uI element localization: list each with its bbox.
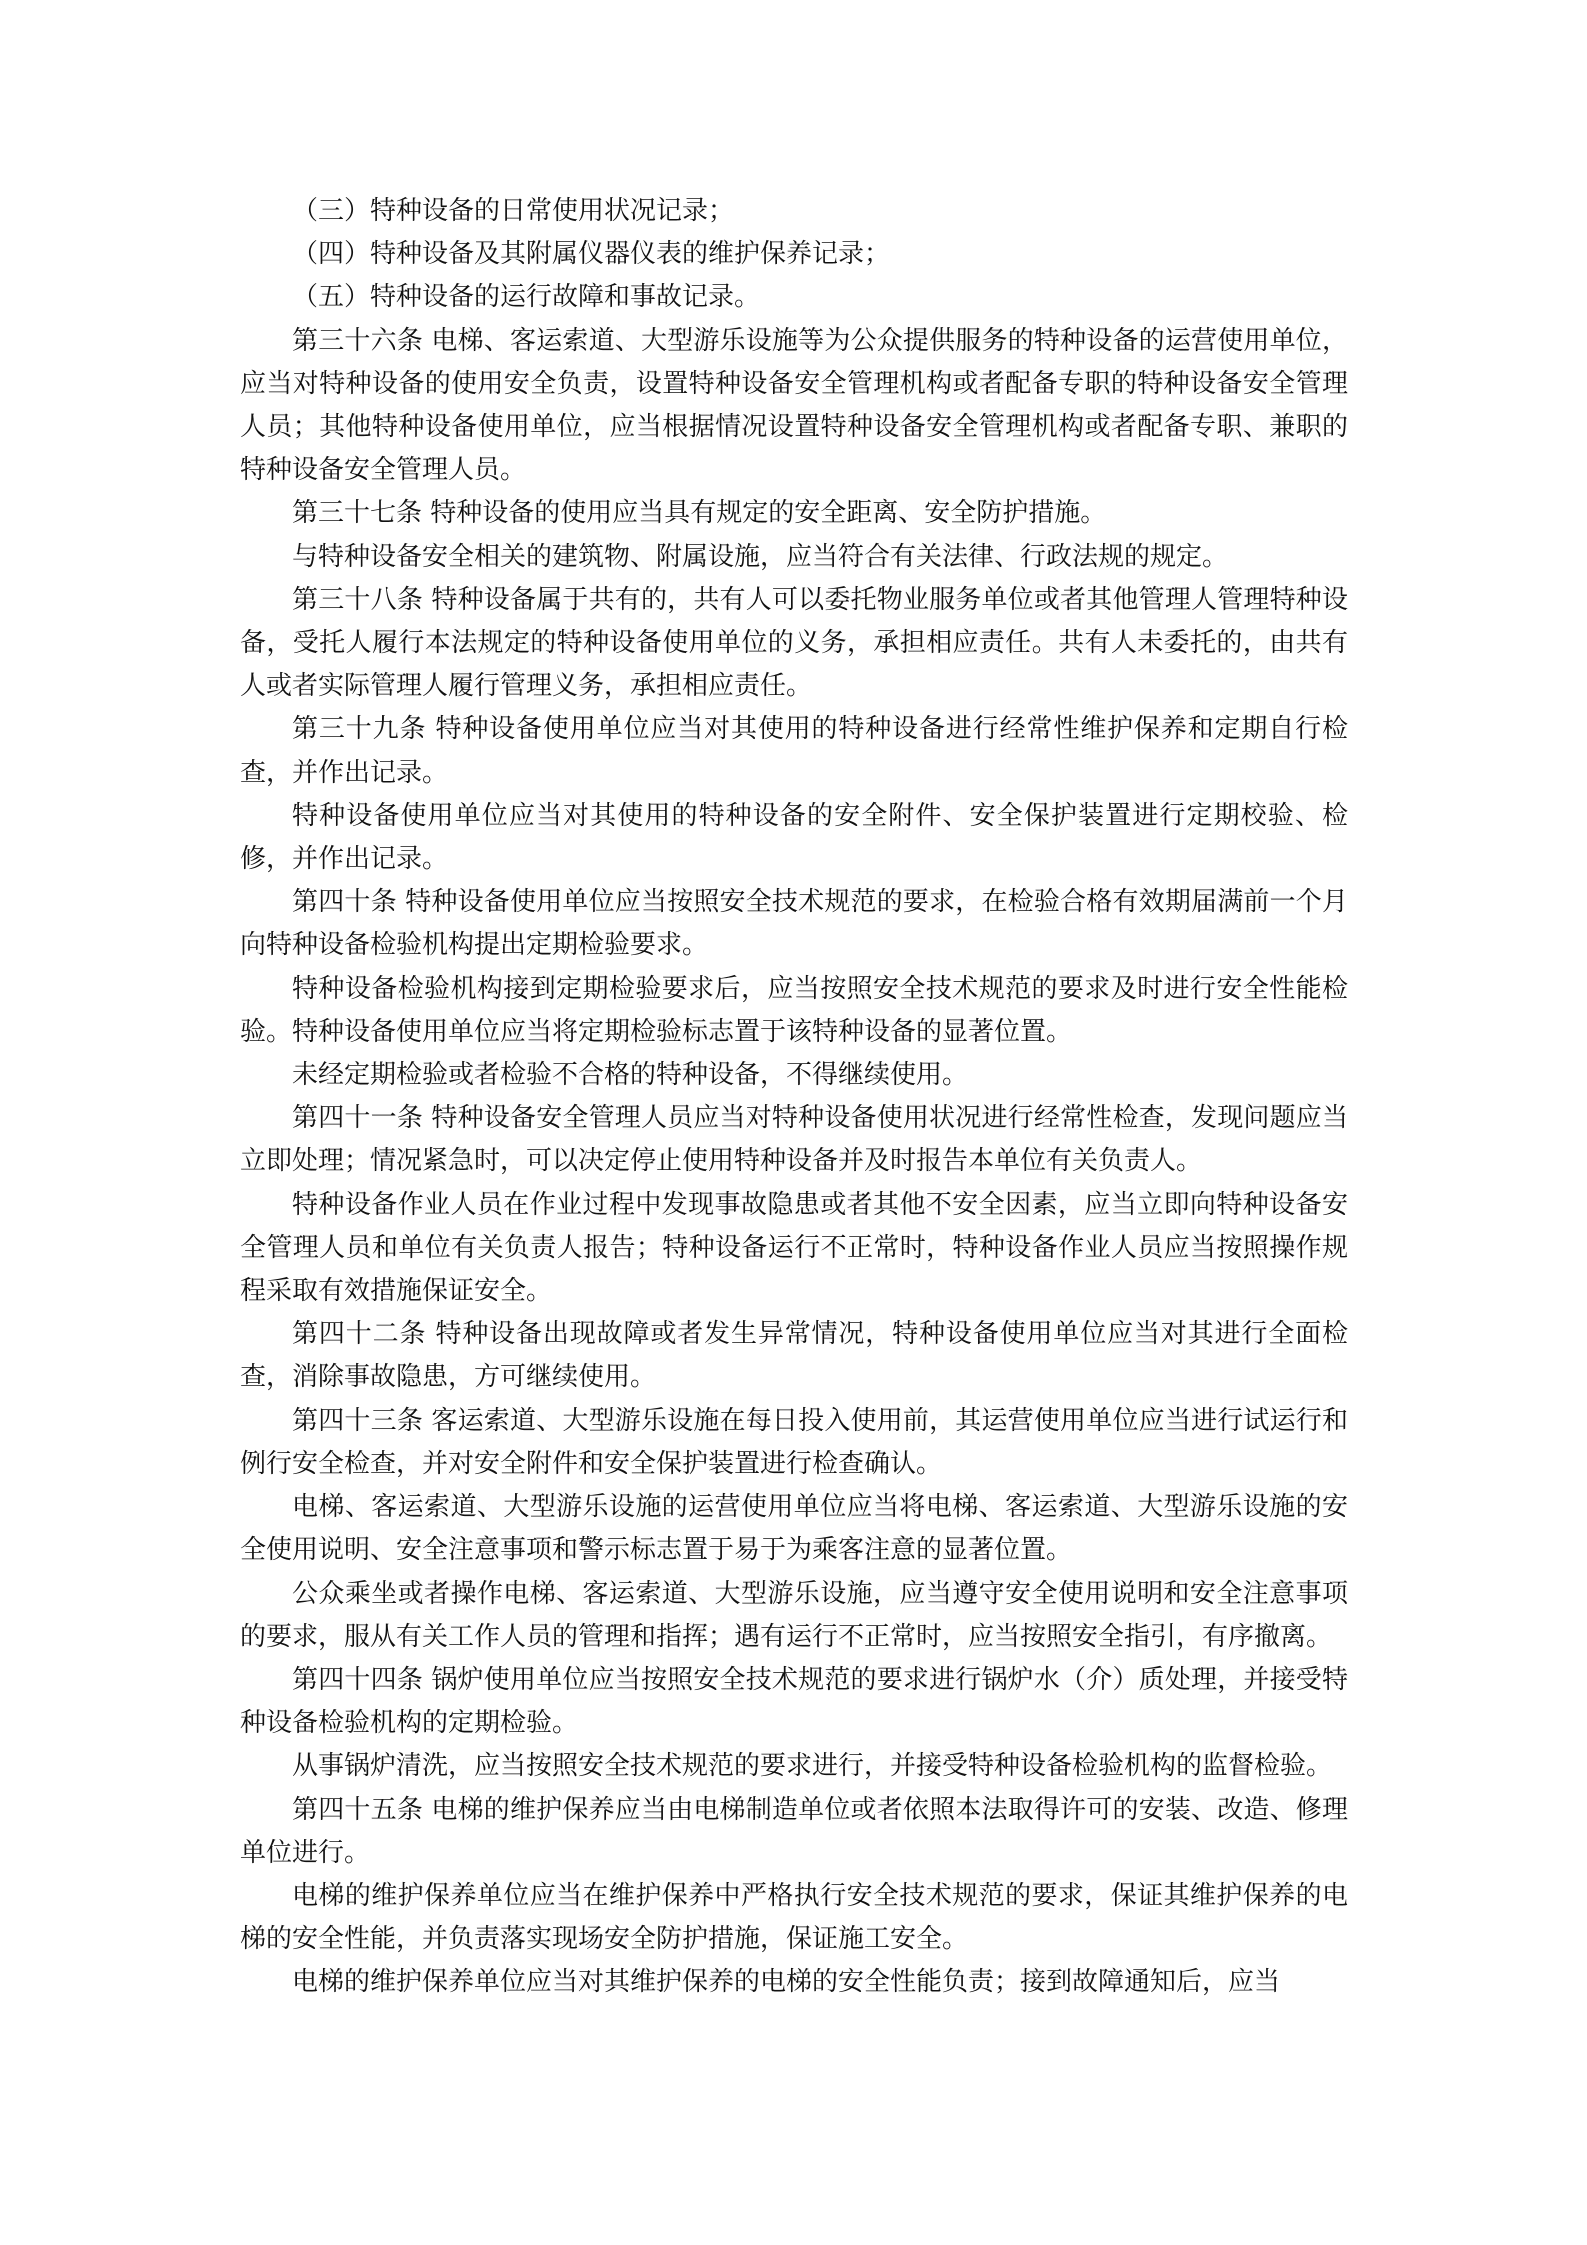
article-39-clause-2: 特种设备使用单位应当对其使用的特种设备的安全附件、安全保护装置进行定期校验、检修，并作出记录。: [240, 800, 1348, 875]
article-45: 第四十五条 电梯的维护保养应当由电梯制造单位或者依照本法取得许可的安装、改造、修理单位进行。: [240, 1794, 1348, 1868]
paragraph-item-3-record: （三）特种设备的日常使用状况记录；: [292, 196, 735, 226]
article-40: 第四十条 特种设备使用单位应当按照安全技术规范的要求，在检验合格有效期届满前一个月向特种设备检验机构提出定期检验要求。: [240, 887, 1348, 961]
article-40-clause-2: 特种设备检验机构接到定期检验要求后，应当按照安全技术规范的要求及时进行安全性能检验。特种设备使用单位应当将定期检验标志置于该特种设备的显著位置。: [240, 973, 1348, 1047]
article-41-clause-2: 特种设备作业人员在作业过程中发现事故隐患或者其他不安全因素，应当立即向特种设备安全管理人员和单位有关负责人报告；特种设备运行不正常时，特种设备作业人员应当按照操作规程采取有效措施保证安全。: [240, 1189, 1348, 1307]
article-44: 第四十四条 锅炉使用单位应当按照安全技术规范的要求进行锅炉水（介）质处理，并接受特种设备检验机构的定期检验。: [240, 1664, 1348, 1739]
paragraph-item-4-record: （四）特种设备及其附属仪器仪表的维护保养记录；: [292, 239, 891, 270]
article-43-clause-2: 电梯、客运索道、大型游乐设施的运营使用单位应当将电梯、客运索道、大型游乐设施的安全使用说明、安全注意事项和警示标志置于易于为乘客注意的显著位置。: [240, 1492, 1348, 1566]
article-42: 第四十二条 特种设备出现故障或者发生异常情况，特种设备使用单位应当对其进行全面检查，消除事故隐患，方可继续使用。: [240, 1319, 1348, 1393]
article-41: 第四十一条 特种设备安全管理人员应当对特种设备使用状况进行经常性检查，发现问题应当立即处理；情况紧急时，可以决定停止使用特种设备并及时报告本单位有关负责人。: [240, 1103, 1348, 1177]
document-body: [240, 190, 1348, 2005]
article-39: 第三十九条 特种设备使用单位应当对其使用的特种设备进行经常性维护保养和定期自行检查，并作出记录。: [240, 714, 1348, 788]
article-44-clause-2: 从事锅炉清洗，应当按照安全技术规范的要求进行，并接受特种设备检验机构的监督检验。: [292, 1751, 1333, 1782]
paragraph-item-5-record: （五）特种设备的运行故障和事故记录。: [292, 282, 761, 313]
article-38: 第三十八条 特种设备属于共有的，共有人可以委托物业服务单位或者其他管理人管理特种设备，受托人履行本法规定的特种设备使用单位的义务，承担相应责任。共有人未委托的，由共有人或者实际管理人履行管理义务，承担相应责任。: [240, 584, 1348, 702]
article-45-clause-2: 电梯的维护保养单位应当在维护保养中严格执行安全技术规范的要求，保证其维护保养的电梯的安全性能，并负责落实现场安全防护措施，保证施工安全。: [240, 1880, 1348, 1955]
article-43-clause-3: 公众乘坐或者操作电梯、客运索道、大型游乐设施，应当遵守安全使用说明和安全注意事项的要求，服从有关工作人员的管理和指挥；遇有运行不正常时，应当按照安全指引，有序撤离。: [240, 1578, 1348, 1652]
article-36: 第三十六条 电梯、客运索道、大型游乐设施等为公众提供服务的特种设备的运营使用单位，应当对特种设备的使用安全负责，设置特种设备安全管理机构或者配备专职的特种设备安全管理人员；其他特种设备使用单位，应当根据情况设置特种设备安全管理机构或者配备专职、兼职的特种设备安全管理人员。: [240, 325, 1348, 486]
article-37-clause-2: 与特种设备安全相关的建筑物、附属设施，应当符合有关法律、行政法规的规定。: [292, 541, 1229, 572]
article-43: 第四十三条 客运索道、大型游乐设施在每日投入使用前，其运营使用单位应当进行试运行和例行安全检查，并对安全附件和安全保护装置进行检查确认。: [240, 1405, 1348, 1479]
article-40-clause-3: 未经定期检验或者检验不合格的特种设备，不得继续使用。: [292, 1060, 969, 1091]
article-37: 第三十七条 特种设备的使用应当具有规定的安全距离、安全防护措施。: [292, 498, 1107, 529]
article-45-clause-3: 电梯的维护保养单位应当对其维护保养的电梯的安全性能负责；接到故障通知后，应当: [292, 1967, 1281, 1998]
